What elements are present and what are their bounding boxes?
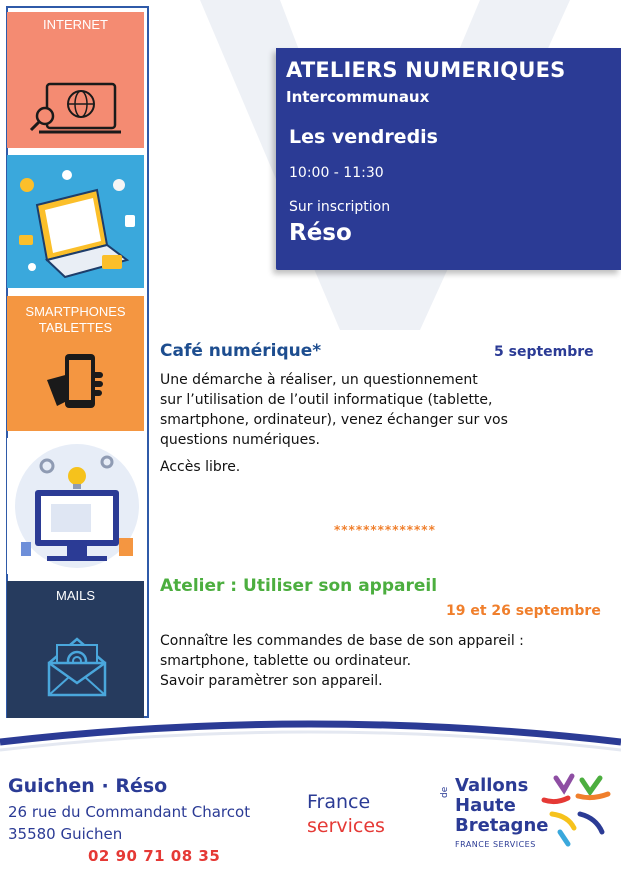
vallons-logo-sub: FRANCE SERVICES	[455, 840, 536, 849]
desktop-computer-illustration	[7, 438, 144, 574]
laptop-apps-illustration	[7, 155, 144, 288]
page-title: ATELIERS NUMERIQUES	[286, 58, 566, 82]
section-cafe-description	[160, 370, 610, 450]
footer-address-city: 35580 Guichen	[8, 825, 123, 843]
footer-phone: 02 90 71 08 35	[88, 847, 221, 865]
panel-mails-label: MAILS	[55, 588, 95, 603]
description-line: Savoir paramètrer son appareil.	[160, 673, 383, 689]
france-services-logo-line1: France	[307, 791, 371, 813]
footer-address-street: 26 rue du Commandant Charcot	[8, 803, 251, 821]
panel-smartphones-label-2: TABLETTES	[38, 320, 113, 335]
page-subtitle: Intercommunaux	[286, 88, 430, 106]
vallons-logo-line3: Bretagne	[455, 815, 549, 836]
venue-name: Réso	[289, 220, 352, 246]
section-atelier-date: 19 et 26 septembre	[446, 603, 601, 619]
registration-note: Sur inscription	[289, 199, 391, 215]
separator-stars: **************	[334, 523, 436, 537]
france-services-logo-line2: services	[307, 815, 385, 837]
access-note: Accès libre.	[160, 459, 241, 475]
panel-desktop-illustration	[7, 438, 144, 574]
vallons-logo-mark	[538, 770, 616, 850]
footer-brand	[8, 775, 167, 797]
description-line: sur l’utilisation de l’outil informatique (tablette,	[160, 392, 493, 408]
globe-laptop-icon	[7, 12, 144, 148]
description-line: smartphone, tablette ou ordinateur.	[160, 653, 412, 669]
description-line: Connaître les commandes de base de son appareil :	[160, 633, 524, 649]
section-atelier-title: Atelier : Utiliser son appareil	[160, 576, 438, 596]
footer-wave	[0, 712, 621, 762]
panel-internet	[7, 12, 144, 148]
panel-mails	[7, 581, 144, 718]
panel-internet-label: INTERNET	[43, 17, 108, 32]
section-cafe-date: 5 septembre	[494, 344, 594, 360]
header-banner	[276, 48, 621, 270]
vallons-logo-line2: Haute	[455, 795, 516, 816]
schedule-time: 10:00 - 11:30	[289, 165, 384, 181]
description-line: questions numériques.	[160, 432, 320, 448]
section-atelier-description	[160, 631, 610, 691]
vallons-logo-de: de	[440, 786, 450, 798]
panel-smartphones-label-1: SMARTPHONES	[25, 304, 126, 319]
section-cafe-title: Café numérique*	[160, 341, 322, 361]
vallons-logo-line1: Vallons	[455, 775, 529, 796]
panel-smartphones	[7, 296, 144, 431]
mail-at-icon	[7, 581, 144, 718]
smartphone-hand-icon	[7, 296, 144, 431]
description-line: smartphone, ordinateur), venez échanger sur vos	[160, 412, 508, 428]
footer-dot: ·	[101, 775, 109, 797]
panel-laptop-illustration	[7, 155, 144, 288]
schedule-day: Les vendredis	[289, 126, 438, 148]
footer-name: Guichen	[8, 775, 95, 797]
footer-place: Réso	[115, 775, 168, 797]
description-line: Une démarche à réaliser, un questionnement	[160, 372, 478, 388]
